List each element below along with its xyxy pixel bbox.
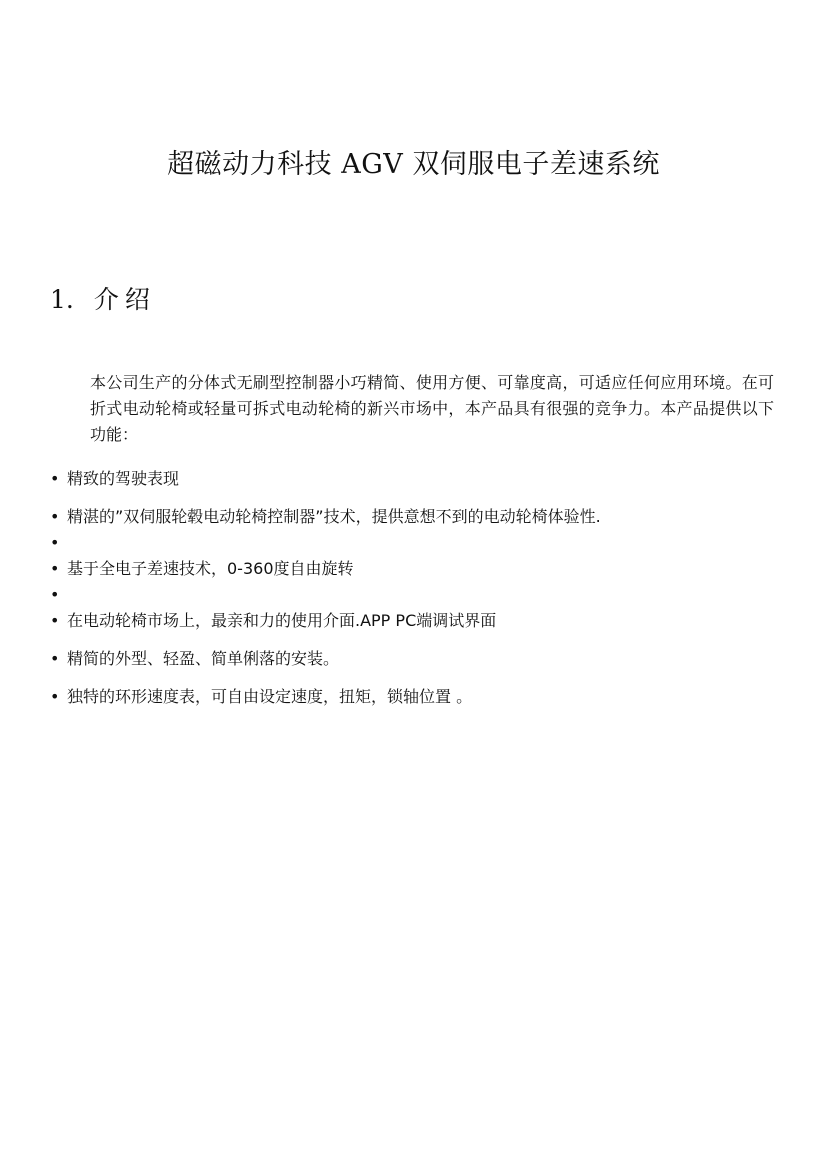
feature-item: [50, 504, 790, 529]
feature-text: 独特的环形速度表，可自由设定速度，扭矩，锁轴位置 。: [67, 687, 473, 706]
section-heading: [50, 280, 156, 316]
bullet-icon: •: [50, 649, 60, 668]
feature-text: 在电动轮椅市场上，最亲和力的使用介面.APP PC端调试界面: [67, 611, 497, 630]
bullet-icon: •: [50, 585, 60, 604]
section-number: 1.: [50, 285, 74, 314]
feature-text: 基于全电子差速技术，0-360度自由旋转: [67, 559, 354, 578]
feature-item: [50, 684, 790, 709]
feature-list: [50, 466, 790, 709]
feature-text: 精致的驾驶表现: [67, 469, 180, 488]
feature-item: [50, 608, 790, 633]
intro-paragraph: 本公司生产的分体式无刷型控制器小巧精简、使用方便、可靠度高，可适应任何应用环境。在可折式电动轮椅或轻量可拆式电动轮椅的新兴市场中，本产品具有很强的竞争力。本产品提供以下功能：: [90, 373, 774, 444]
bullet-icon: •: [50, 611, 60, 630]
feature-item: [50, 466, 790, 491]
section-heading-text: 介绍: [93, 285, 156, 314]
bullet-icon: •: [50, 533, 60, 552]
feature-item: [50, 582, 790, 607]
feature-text: 精简的外型、轻盈、简单俐落的安装。: [67, 649, 340, 668]
feature-item: [50, 556, 790, 581]
bullet-icon: •: [50, 507, 60, 526]
feature-text: 精湛的”双伺服轮毂电动轮椅控制器”技术，提供意想不到的电动轮椅体验性.: [67, 507, 601, 526]
bullet-icon: •: [50, 469, 60, 488]
feature-item: [50, 530, 790, 555]
bullet-icon: •: [50, 687, 60, 706]
document-title: 超磁动力科技 AGV 双伺服电子差速系统: [167, 149, 660, 180]
bullet-icon: •: [50, 559, 60, 578]
feature-item: [50, 646, 790, 671]
